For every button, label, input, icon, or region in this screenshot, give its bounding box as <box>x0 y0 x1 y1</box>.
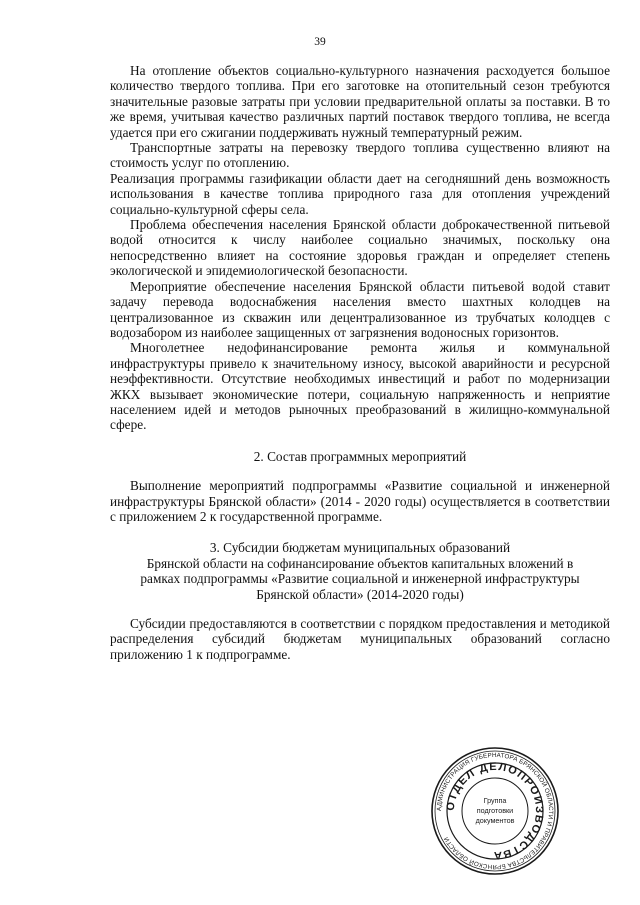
section-3-heading-line-4: Брянской области» (2014-2020 годы) <box>256 586 464 602</box>
section-3-heading-line-2: Брянской области на софинансирование объектов капитальных вложений в <box>146 555 574 571</box>
paragraph-water-supply-measure: Мероприятие обеспечение населения Брянской области питьевой водой ставит задачу перевода водоснабжения населения вместо шахтных колодцев на централизованное из скважин или децентрализованное из трубчатых колодцев с водозабором из наиболее защищенных от загрязнения водоносных горизонтов. <box>110 278 610 340</box>
paragraph-heating-fuel: На отопление объектов социально-культурного назначения расходуется большое количество твердого топлива. При его заготовке на отопительный сезон требуются значительные разовые затраты при условии предварительной оплаты за поставки. В то же время, учитывая качество различных партий поставок твердого топлива, не всегда удается при его сжигании поддерживать нужный температурный режим. <box>110 63 610 140</box>
stamp-center-line-3: документов <box>475 816 515 825</box>
section-2-heading: 2. Состав программных мероприятий <box>253 448 467 464</box>
section-3-heading-line-3: рамках подпрограммы «Развитие социальной и инженерной инфраструктуры <box>140 571 580 587</box>
paragraph-drinking-water: Проблема обеспечения населения Брянской области доброкачественной питьевой водой относится к числу наиболее социально значимых, поскольку она непосредственно влияет на состояние здоровья граждан и определяет степень экологической и эпидемиологической безопасности. <box>110 217 610 279</box>
stamp-center-line-1: Группа <box>483 796 507 805</box>
page-content <box>110 63 610 662</box>
stamp-center-line-2: подготовки <box>476 806 514 815</box>
paragraph-housing-underfunding: Многолетнее недофинансирование ремонта жилья и коммунальной инфраструктуры привело к значительному износу, высокой аварийности и ресурсной неэффективности. Отсутствие необходимых инвестиций и работ по модернизации ЖКХ вызывает экономические потери, социальную напряженность и неприятие населением идей и методов рыночных преобразований в жилищно-коммунальной сфере. <box>110 340 610 433</box>
section-3-paragraph: Субсидии предоставляются в соответствии с порядком предоставления и методикой распределения субсидий бюджетам муниципальных образований согласно приложению 1 к подпрограмме. <box>110 616 610 662</box>
office-stamp <box>430 746 560 876</box>
page-number: 39 <box>314 36 326 48</box>
paragraph-gasification: Реализация программы газификации области дает на сегодняшний день возможность использования в качестве топлива природного газа для отопления учреждений социально-культурной сферы села. <box>110 170 610 217</box>
stamp-seal-icon <box>430 746 560 876</box>
stamp-outer-ring-text: АДМИНИСТРАЦИЯ ГУБЕРНАТОРА БРЯНСКОЙ ОБЛАСТИ И ПРАВИТЕЛЬСТВА БРЯНСКОЙ ОБЛАСТИ <box>435 751 555 871</box>
paragraph-transport-costs: Транспортные затраты на перевозку твердого топлива существенно влияют на стоимость услуг по отоплению. <box>110 140 610 171</box>
section-3-heading-line-1: 3. Субсидии бюджетам муниципальных образований <box>209 540 511 556</box>
section-2-paragraph: Выполнение мероприятий подпрограммы «Развитие социальной и инженерной инфраструктуры Брянской области» (2014 - 2020 годы) осуществляется в соответствии с приложением 2 к государственной программе. <box>110 478 610 524</box>
stamp-inner-ring-text: ОТДЕЛ ДЕЛОПРОИЗВОДСТВА <box>444 760 546 862</box>
